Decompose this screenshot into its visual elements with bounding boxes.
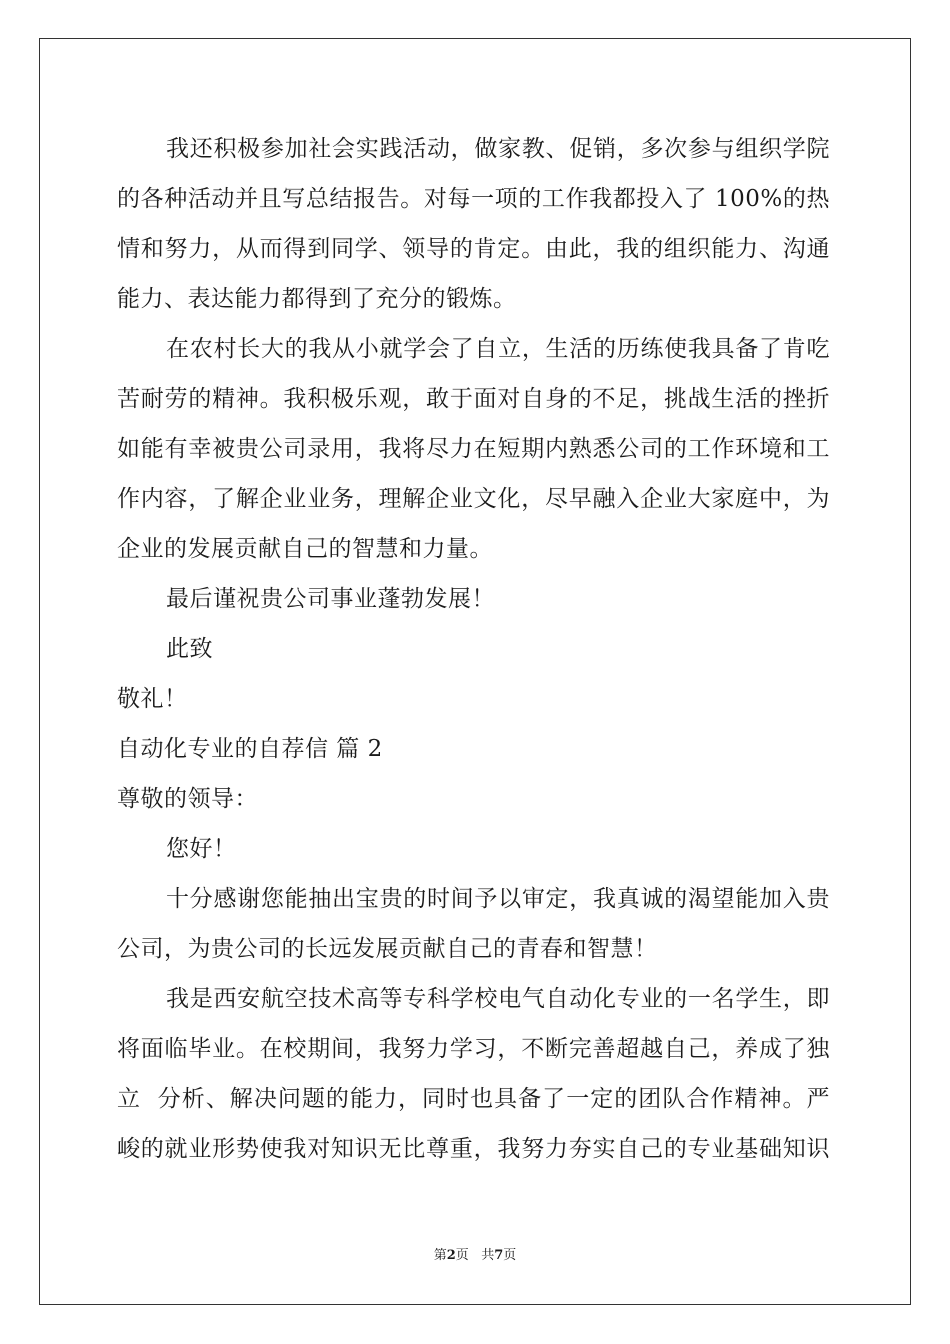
- total-suffix: 页: [503, 1248, 517, 1263]
- paragraph-line: 我是西安航空技术高等专科学校电气自动化专业的一名学生，即: [166, 986, 830, 1012]
- section-title: 自动化专业的自荐信 篇 2: [117, 736, 383, 762]
- paragraph-line: 十分感谢您能抽出宝贵的时间予以审定，我真诚的渴望能加入贵: [166, 886, 830, 912]
- paragraph-line: 峻的就业形势使我对知识无比尊重，我努力夯实自己的专业基础知识: [117, 1136, 830, 1162]
- paragraph-line: 的各种活动并且写总结报告。对每一项的工作我都投入了 100%的热: [117, 186, 830, 212]
- total-pages: 7: [494, 1248, 504, 1263]
- total-prefix: 共: [481, 1248, 495, 1263]
- paragraph-line: 立 分析、解决问题的能力，同时也具备了一定的团队合作精神。严: [117, 1086, 830, 1112]
- closing-salutation: 此致: [166, 636, 213, 662]
- paragraph-line: 情和努力，从而得到同学、领导的肯定。由此，我的组织能力、沟通: [117, 236, 830, 262]
- paragraph-line: 我还积极参加社会实践活动，做家教、促销，多次参与组织学院: [166, 136, 830, 162]
- page-number: 2: [446, 1248, 456, 1263]
- closing-wish: 最后谨祝贵公司事业蓬勃发展！: [166, 586, 495, 612]
- page-suffix: 页: [455, 1248, 469, 1263]
- paragraph-line: 能力、表达能力都得到了充分的锻炼。: [117, 286, 517, 312]
- paragraph-line: 企业的发展贡献自己的智慧和力量。: [117, 536, 493, 562]
- paragraph-line: 苦耐劳的精神。我积极乐观，敢于面对自身的不足，挑战生活的挫折: [117, 386, 830, 412]
- paragraph-line: 公司，为贵公司的长远发展贡献自己的青春和智慧！: [117, 936, 658, 962]
- paragraph-line: 作内容，了解企业业务，理解企业文化，尽早融入企业大家庭中，为: [117, 486, 830, 512]
- page-border: [39, 38, 911, 1305]
- paragraph-line: 将面临毕业。在校期间，我努力学习，不断完善超越自己，养成了独: [117, 1036, 830, 1062]
- paragraph-line: 在农村长大的我从小就学会了自立，生活的历练使我具备了肯吃: [166, 336, 830, 362]
- closing-regards: 敬礼！: [117, 686, 188, 712]
- page-footer: [0, 1248, 950, 1264]
- greeting: 您好！: [166, 836, 237, 862]
- paragraph-line: 如能有幸被贵公司录用，我将尽力在短期内熟悉公司的工作环境和工: [117, 436, 830, 462]
- page-prefix: 第: [433, 1248, 447, 1263]
- greeting-recipient: 尊敬的领导：: [117, 786, 258, 812]
